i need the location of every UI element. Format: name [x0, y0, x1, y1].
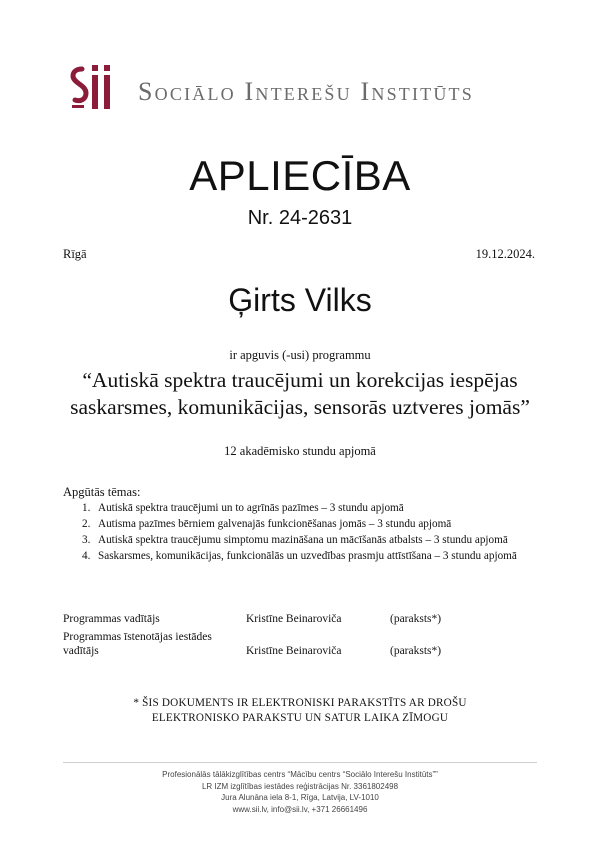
footer-institution: Profesionālās tālākizglītības centrs “Mācību centrs “Sociālo Interešu Institūts”” [162, 770, 438, 779]
sii-logo-mark-icon [70, 63, 114, 113]
signature-name: Kristīne Beinaroviča [246, 645, 342, 657]
footer [0, 769, 600, 815]
topic-text: Autiskā spektra traucējumi un to agrīnās pazīmes – 3 stundu apjomā [98, 502, 404, 514]
electronic-signature-notice: * ŠIS DOKUMENTS IR ELEKTRONISKI PARAKSTĪTS AR DROŠU ELEKTRONISKO PARAKSTU UN SATUR LAIKA ZĪMOGU [133, 697, 467, 724]
topic-item [82, 517, 532, 531]
certificate-number: Nr. 24-2631 [247, 207, 353, 229]
topic-item [82, 533, 532, 547]
institute-name: Sociālo Interešu Institūts [138, 77, 474, 106]
footer-contacts: www.sii.lv, info@sii.lv, +371 26661496 [232, 804, 368, 814]
program-title: “Autiskā spektra traucējumi un korekcijas iespējas saskarsmes, komunikācijas, sensorās uztveres jomās” [70, 368, 530, 419]
institute-logo [70, 63, 474, 113]
issue-date: 19.12.2024. [475, 247, 535, 261]
signature-mark: (paraksts*) [390, 645, 442, 657]
topic-text: Autisma pazīmes bērniem galvenajās funkcionēšanas jomās – 3 stundu apjomā [98, 518, 452, 530]
topic-item [82, 549, 532, 563]
signature-row-program-manager [63, 612, 543, 626]
signature-mark: (paraksts*) [390, 613, 442, 625]
signature-role: Programmas vadītājs [63, 613, 160, 625]
topic-number: 3. [82, 534, 91, 546]
footer-registration: LR IZM izglītības iestādes reģistrācijas Nr. 3361802498 [201, 781, 399, 791]
signature-role: Programmas īstenotājas iestādes vadītājs [63, 631, 212, 657]
topics-list [82, 501, 532, 565]
topic-number: 2. [82, 518, 91, 530]
program-hours: 12 akadēmisko stundu apjomā [224, 444, 376, 458]
topic-number: 1. [82, 502, 91, 514]
topic-number: 4. [82, 550, 91, 562]
recipient-name: Ģirts Vilks [228, 282, 372, 318]
topic-item [82, 501, 532, 515]
document-title: APLIECĪBA [189, 152, 411, 199]
signature-name: Kristīne Beinaroviča [246, 613, 342, 625]
completed-text: ir apguvis (-usi) programmu [229, 348, 371, 362]
topic-text: Autiskā spektra traucējumu simptomu mazināšana un mācīšanās atbalsts – 3 stundu apjomā [98, 534, 508, 546]
footer-divider [63, 762, 537, 763]
topic-text: Saskarsmes, komunikācijas, funkcionālās un uzvedības prasmju attīstīšana – 3 stundu apjomā [98, 550, 517, 562]
footer-address: Jura Alunāna iela 8-1, Rīga, Latvija, LV-1010 [221, 793, 379, 802]
signature-row-institution-head [63, 630, 543, 658]
issue-place: Rīgā [63, 247, 87, 261]
topics-heading: Apgūtās tēmas: [63, 485, 141, 499]
